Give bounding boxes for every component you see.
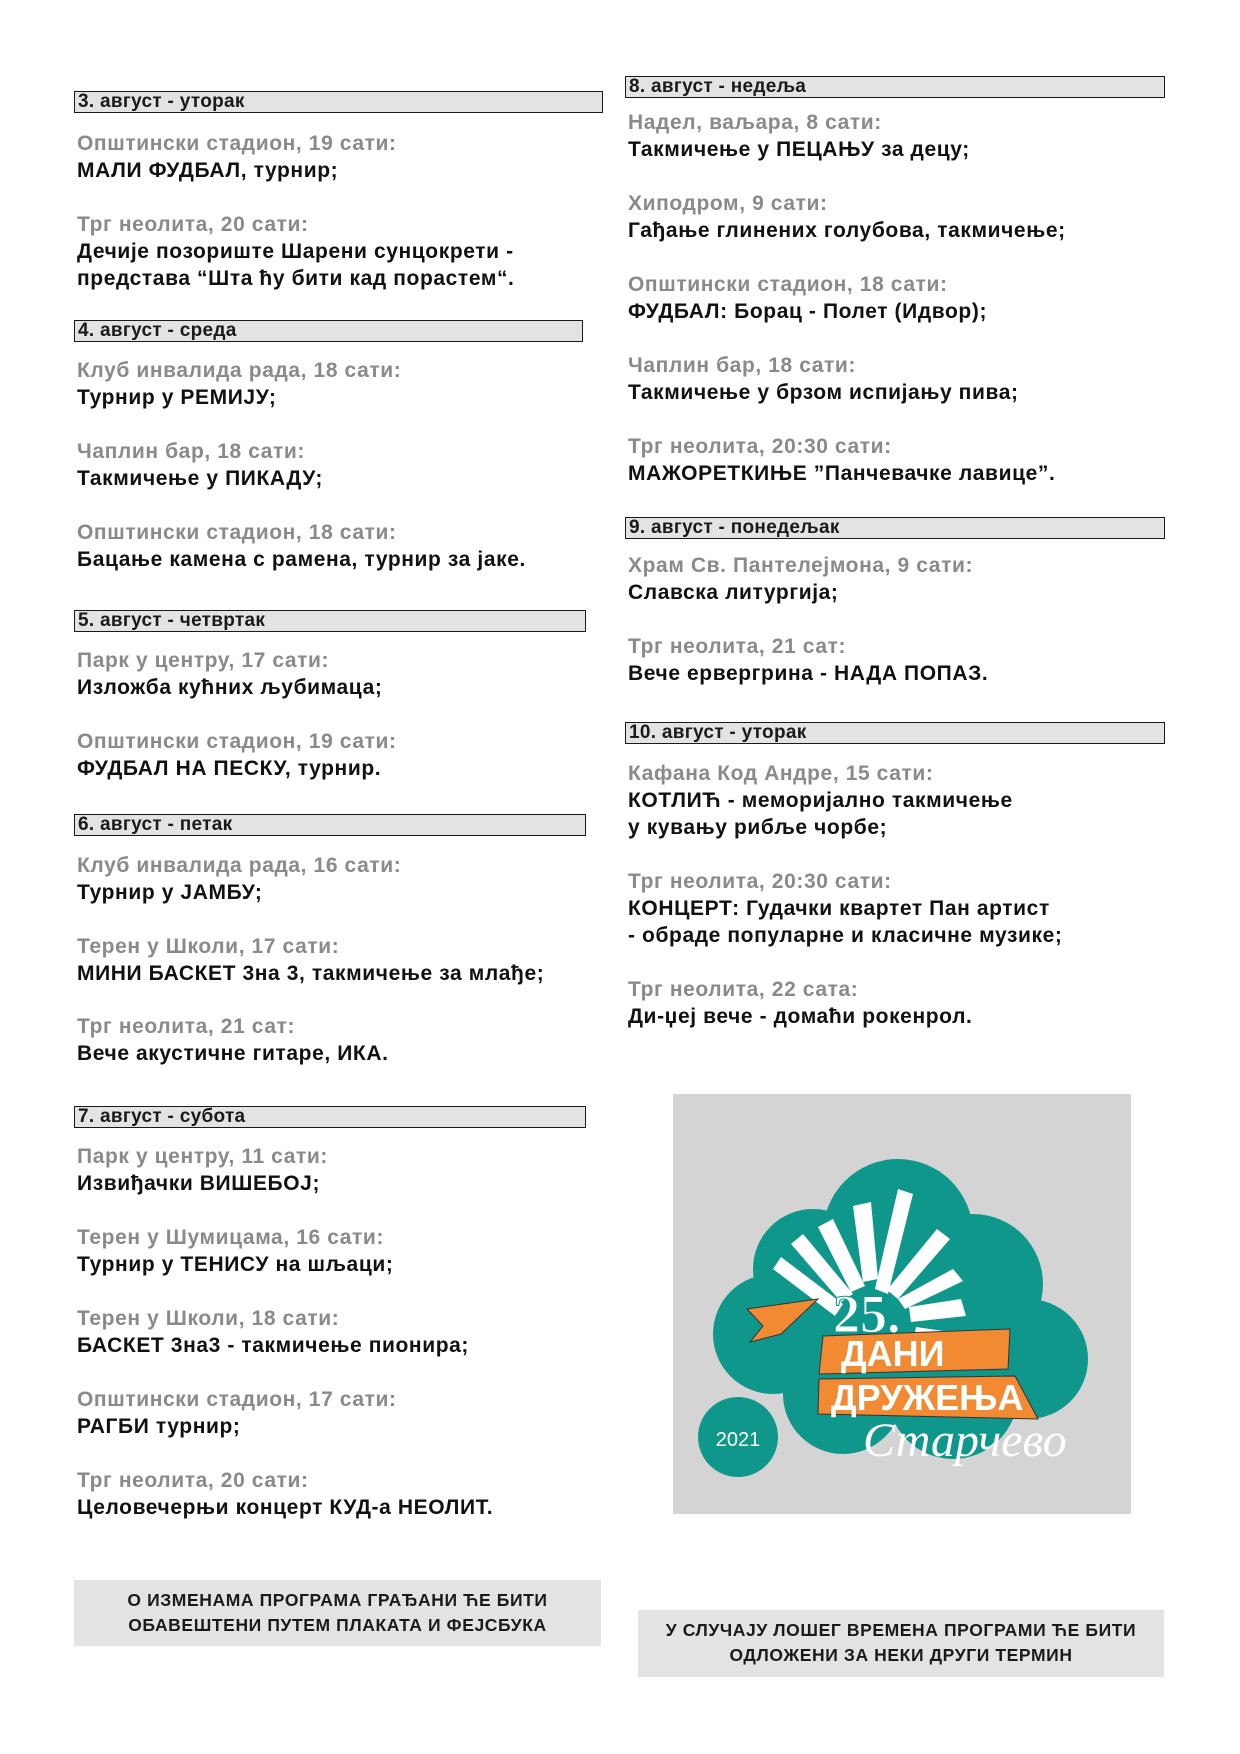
event	[77, 933, 544, 987]
event-venue: Хиподром, 9 сати:	[628, 192, 828, 215]
notice-box-weather	[638, 1610, 1164, 1677]
event	[77, 438, 323, 492]
event	[628, 271, 987, 325]
event-venue: Терен у Шумицама, 16 сати:	[77, 1226, 384, 1249]
event-venue: Општински стадион, 19 сати:	[77, 132, 397, 155]
day-header: 9. август - понедељак	[625, 517, 1165, 539]
event-description: МАЖОРЕТКИЊЕ ”Панчевачке лавице”.	[628, 462, 1056, 485]
event	[628, 433, 1055, 487]
event-venue: Чаплин бар, 18 сати:	[77, 440, 306, 463]
notice-line: ОБАВЕШТЕНИ ПУТЕМ ПЛАКАТА И ФЕЈСБУКА	[128, 1615, 547, 1635]
event-venue: Трг неолита, 20 сати:	[77, 1469, 309, 1492]
day-header: 3. август - уторак	[74, 91, 603, 113]
event-description: КОНЦЕРТ: Гудачки квартет Пан артист	[628, 897, 1050, 920]
event-venue: Општински стадион, 17 сати:	[77, 1388, 397, 1411]
event-description: Турнир у РЕМИЈУ;	[77, 386, 277, 409]
event	[77, 1467, 493, 1521]
event-venue: Чаплин бар, 18 сати:	[628, 354, 857, 377]
event-description: Такмичење у ПИКАДУ;	[77, 467, 323, 490]
event	[77, 1386, 397, 1440]
event-venue: Трг неолита, 20 сати:	[77, 213, 309, 236]
event-venue: Терен у Школи, 18 сати:	[77, 1307, 340, 1330]
event	[77, 130, 397, 184]
event-venue: Парк у центру, 11 сати:	[77, 1145, 328, 1168]
day-header: 4. август - среда	[74, 320, 583, 342]
event-venue: Општински стадион, 18 сати:	[628, 273, 948, 296]
event-description: Такмичење у ПЕЦАЊУ за децу;	[628, 138, 970, 161]
event	[77, 852, 401, 906]
event	[628, 190, 1066, 244]
event-description: представа “Шта ћу бити кад порастем“.	[77, 267, 515, 290]
event	[77, 211, 515, 292]
event-description: БАСКЕТ 3на3 - такмичење пионира;	[77, 1334, 470, 1357]
event-venue: Храм Св. Пантелејмона, 9 сати:	[628, 554, 974, 577]
event	[77, 728, 397, 782]
event	[77, 1143, 328, 1197]
event	[77, 1013, 389, 1067]
day-header: 10. август - уторак	[625, 722, 1165, 744]
notice-line: О ИЗМЕНАМА ПРОГРАМА ГРАЂАНИ ЋЕ БИТИ	[127, 1590, 548, 1610]
event	[628, 760, 1013, 841]
event-venue: Трг неолита, 20:30 сати:	[628, 435, 892, 458]
event-description: Ди-џеј вече - домаћи рокенрол.	[628, 1005, 973, 1028]
event-description: Вече ервергрина - НАДА ПОПАЗ.	[628, 662, 989, 685]
event-venue: Трг неолита, 22 сата:	[628, 978, 859, 1001]
event-venue: Општински стадион, 19 сати:	[77, 730, 397, 753]
event	[77, 1305, 469, 1359]
event-description: у кувању рибље чорбе;	[628, 816, 888, 839]
festival-logo	[673, 1094, 1131, 1514]
event-venue: Трг неолита, 20:30 сати:	[628, 870, 892, 893]
event	[628, 352, 1019, 406]
event-description: Бацање камена с рамена, турнир за јаке.	[77, 548, 526, 571]
event-description: РАГБИ турнир;	[77, 1415, 241, 1438]
event-description: МАЛИ ФУДБАЛ, турнир;	[77, 159, 339, 182]
event-description: ФУДБАЛ: Борац - Полет (Идвор);	[628, 300, 988, 323]
logo-place: Старчево	[863, 1414, 1067, 1467]
day-header: 7. август - субота	[74, 1106, 586, 1128]
event	[77, 647, 382, 701]
logo-graphic	[673, 1094, 1131, 1514]
event	[77, 519, 526, 573]
event-description: Такмичење у брзом испијању пива;	[628, 381, 1019, 404]
event-description: Дечије позориште Шарени сунцокрети -	[77, 240, 514, 263]
event-description: Гађање глинених голубова, такмичење;	[628, 219, 1066, 242]
notice-box-changes	[74, 1580, 601, 1646]
event	[628, 976, 972, 1030]
event	[628, 552, 973, 606]
day-header: 6. август - петак	[74, 814, 586, 836]
event-venue: Парк у центру, 17 сати:	[77, 649, 330, 672]
logo-number: 25.	[833, 1284, 901, 1344]
event-venue: Клуб инвалида рада, 18 сати:	[77, 359, 402, 382]
event-venue: Трг неолита, 21 сат:	[77, 1015, 296, 1038]
event	[628, 868, 1063, 949]
event	[628, 633, 988, 687]
event-venue: Кафана Код Андре, 15 сати:	[628, 762, 934, 785]
event-venue: Клуб инвалида рада, 16 сати:	[77, 854, 402, 877]
event	[628, 109, 970, 163]
event-venue: Надел, ваљара, 8 сати:	[628, 111, 882, 134]
event-description: Вече акустичне гитаре, ИКА.	[77, 1042, 389, 1065]
event-description: Турнир у ЈАМБУ;	[77, 881, 263, 904]
event	[77, 1224, 393, 1278]
event-venue: Општински стадион, 18 сати:	[77, 521, 397, 544]
event-venue: Терен у Школи, 17 сати:	[77, 935, 340, 958]
event-description: КОТЛИЋ - меморијално такмичење	[628, 789, 1013, 812]
day-header: 8. август - недеља	[625, 76, 1165, 98]
day-header: 5. август - четвртак	[74, 610, 586, 632]
notice-line: У СЛУЧАЈУ ЛОШЕГ ВРЕМЕНА ПРОГРАМИ ЋЕ БИТИ	[665, 1620, 1137, 1640]
event-venue: Трг неолита, 21 сат:	[628, 635, 847, 658]
event-description: Изложба кућних љубимаца;	[77, 676, 383, 699]
event-description: МИНИ БАСКЕТ 3на 3, такмичење за млађе;	[77, 962, 545, 985]
event	[77, 357, 401, 411]
event-description: Целовечерњи концерт КУД-а НЕОЛИТ.	[77, 1496, 494, 1519]
logo-line1: ДАНИ	[841, 1333, 945, 1374]
event-description: Славска литургија;	[628, 581, 839, 604]
notice-line: ОДЛОЖЕНИ ЗА НЕКИ ДРУГИ ТЕРМИН	[729, 1645, 1073, 1665]
event-description: Извиђачки ВИШЕБОЈ;	[77, 1172, 321, 1195]
event-description: ФУДБАЛ НА ПЕСКУ, турнир.	[77, 757, 382, 780]
logo-year: 2021	[715, 1429, 761, 1451]
logo-line2: ДРУЖЕЊА	[831, 1377, 1024, 1418]
event-description: - обраде популарне и класичне музике;	[628, 924, 1063, 947]
event-description: Турнир у ТЕНИСУ на шљаци;	[77, 1253, 394, 1276]
